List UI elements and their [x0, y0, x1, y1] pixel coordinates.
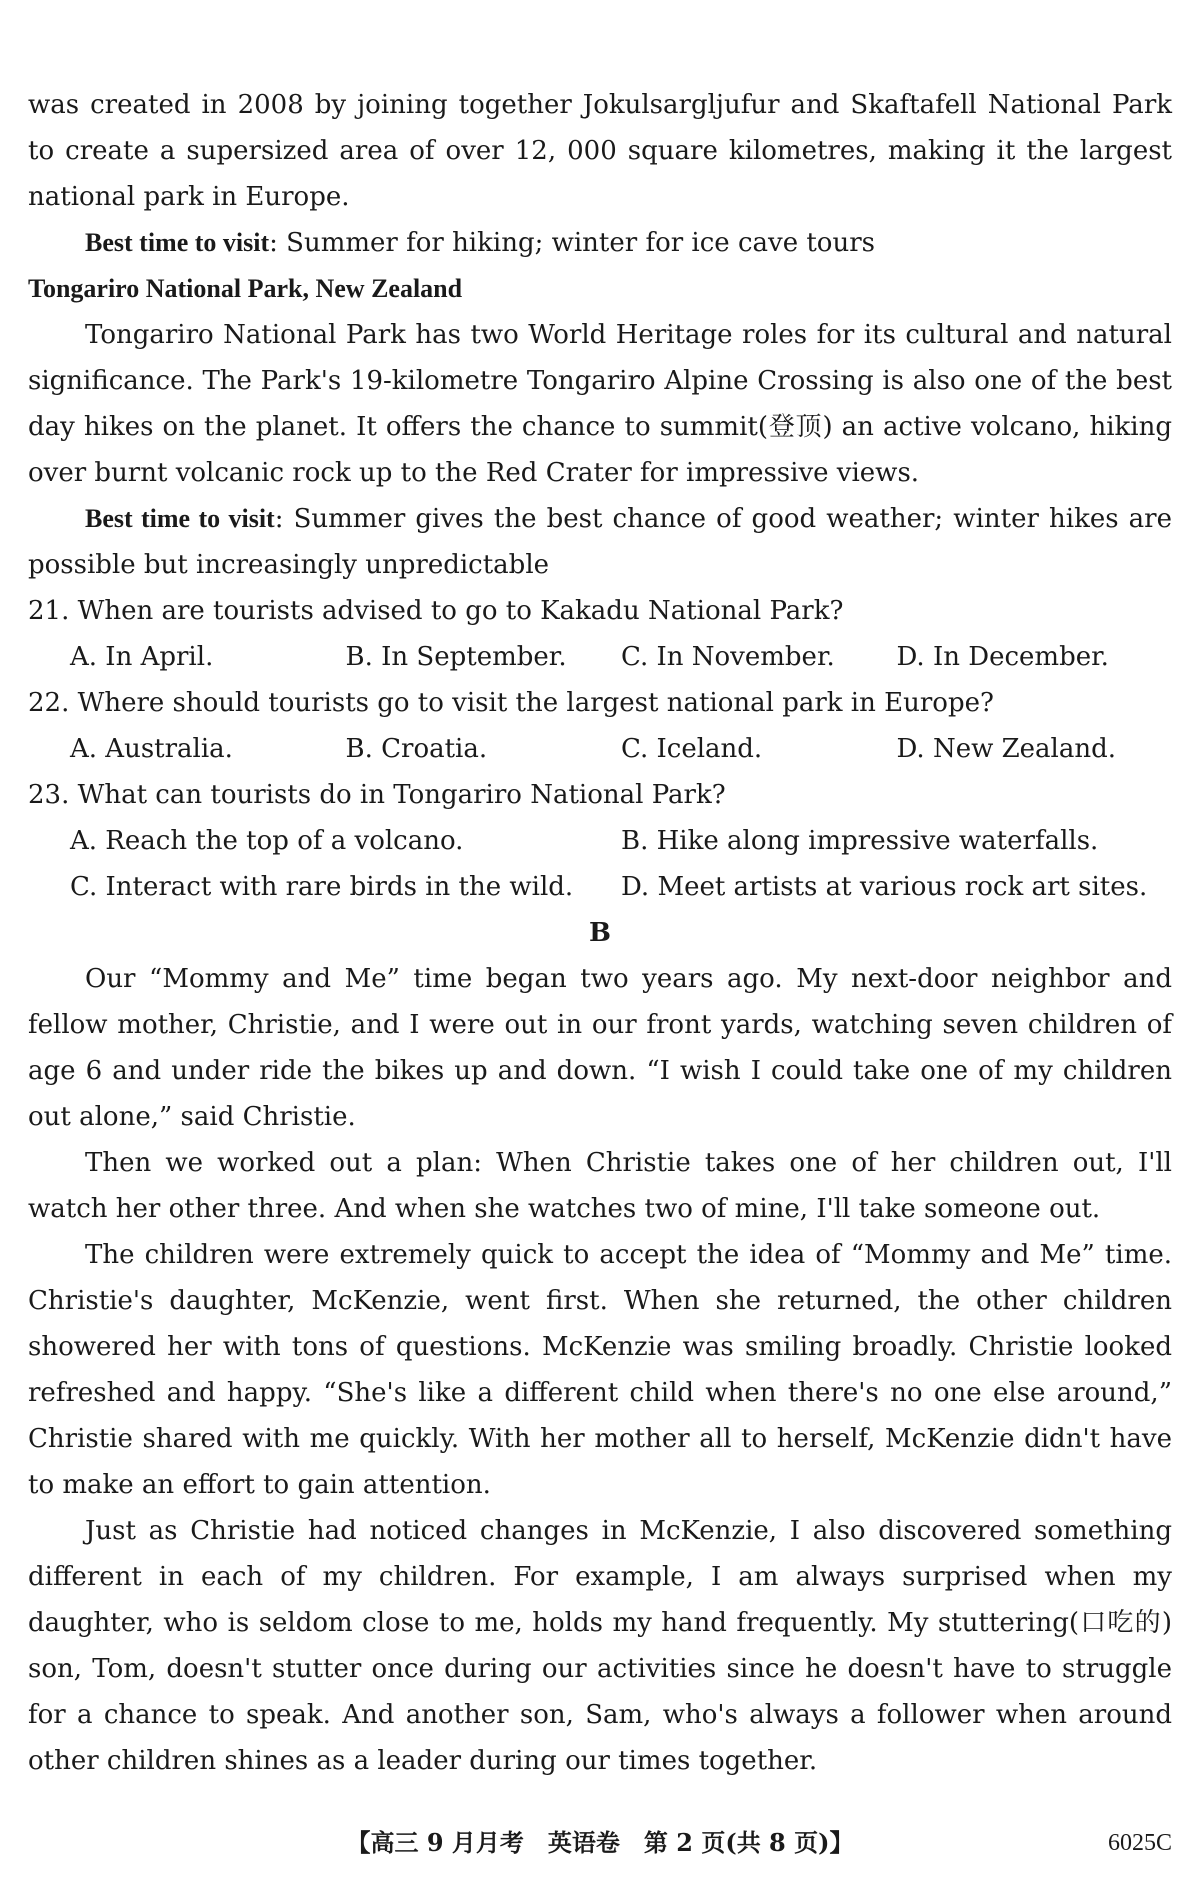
option-c: C. Interact with rare birds in the wild.: [70, 872, 574, 902]
park-paragraph: Tongariro National Park has two World Heritage roles for its cultural and natural significance. The Park's 19-kilometre Tongariro Alpine Crossing is also one of the best day hikes on the planet. It offers the chance to summit(登顶) an active volcano, hiking over burnt volcanic rock up to the Red Crater for impressive views.: [28, 320, 1172, 488]
question-stem: 21. When are tourists advised to go to Kakadu National Park?: [28, 596, 844, 626]
section-b-paragraph-4: Just as Christie had noticed changes in McKenzie, I also discovered something different in each of my children. For example, I am always surprised when my daughter, who is seldom close to me, holds my hand frequently. My stuttering(口吃的) son, Tom, doesn't stutter once during our activities since he doesn't have to struggle for a chance to speak. And another son, Sam, who's always a follower when around other children shines as a leader during our times together.: [28, 1516, 1172, 1776]
park-best-time-line: [28, 496, 1172, 588]
park-best-time-text: : Summer gives the best chance of good weather; winter hikes are possible but increasingly unpredictable: [28, 504, 1172, 580]
park-heading: Tongariro National Park, New Zealand: [28, 274, 463, 303]
question-stem: 23. What can tourists do in Tongariro National Park?: [28, 780, 726, 810]
best-time-text: : Summer for hiking; winter for ice cave tours: [269, 228, 875, 258]
answer-options: [28, 634, 1172, 680]
footer-code: 6025C: [1107, 1830, 1172, 1856]
question-21: [28, 588, 1172, 680]
section-b-paragraph-1: Our “Mommy and Me” time began two years ago. My next-door neighbor and fellow mother, Christie, and I were out in our front yards, watching seven children of age 6 and under ride the bikes up and down. “I wish I could take one of my children out alone,” said Christie.: [28, 964, 1172, 1132]
option-c: C. In November.: [621, 642, 835, 672]
option-a: A. Australia.: [70, 734, 233, 764]
option-c: C. Iceland.: [621, 734, 763, 764]
question-stem: 22. Where should tourists go to visit the largest national park in Europe?: [28, 688, 994, 718]
answer-options-row-1: [28, 818, 1172, 864]
section-b-paragraph-3: The children were extremely quick to accept the idea of “Mommy and Me” time. Christie's daughter, McKenzie, went first. When she returned, the other children showered her with tons of questions. McKenzie was smiling broadly. Christie looked refreshed and happy. “She's like a different child when there's no one else around,” Christie shared with me quickly. With her mother all to herself, McKenzie didn't have to make an effort to gain attention.: [28, 1240, 1172, 1500]
option-b: B. Hike along impressive waterfalls.: [621, 826, 1099, 856]
option-d: D. In December.: [896, 642, 1109, 672]
passage-a-continuation: was created in 2008 by joining together Jokulsargljufur and Skaftafell National Park to create a supersized area of over 12, 000 square kilometres, making it the largest national park in Europe.: [28, 90, 1172, 212]
option-d: D. New Zealand.: [896, 734, 1117, 764]
answer-options-row-2: [28, 864, 1172, 910]
section-b-paragraph-2: Then we worked out a plan: When Christie takes one of her children out, I'll watch her other three. And when she watches two of mine, I'll take someone out.: [28, 1148, 1172, 1224]
question-23: [28, 772, 1172, 910]
section-b-heading: B: [589, 918, 611, 948]
answer-options: [28, 726, 1172, 772]
option-a: A. In April.: [70, 642, 214, 672]
question-22: [28, 680, 1172, 772]
page-body: [28, 82, 1172, 1784]
best-time-line: [28, 220, 1172, 266]
best-time-label: Best time to visit: [85, 228, 270, 257]
option-a: A. Reach the top of a volcano.: [70, 826, 464, 856]
option-d: D. Meet artists at various rock art sites.: [621, 872, 1148, 902]
park-best-time-label: Best time to visit: [85, 504, 275, 533]
option-b: B. Croatia.: [345, 734, 488, 764]
footer-title: 【高三 9 月月考 英语卷 第 2 页(共 8 页)】: [346, 1828, 854, 1857]
option-b: B. In September.: [345, 642, 567, 672]
